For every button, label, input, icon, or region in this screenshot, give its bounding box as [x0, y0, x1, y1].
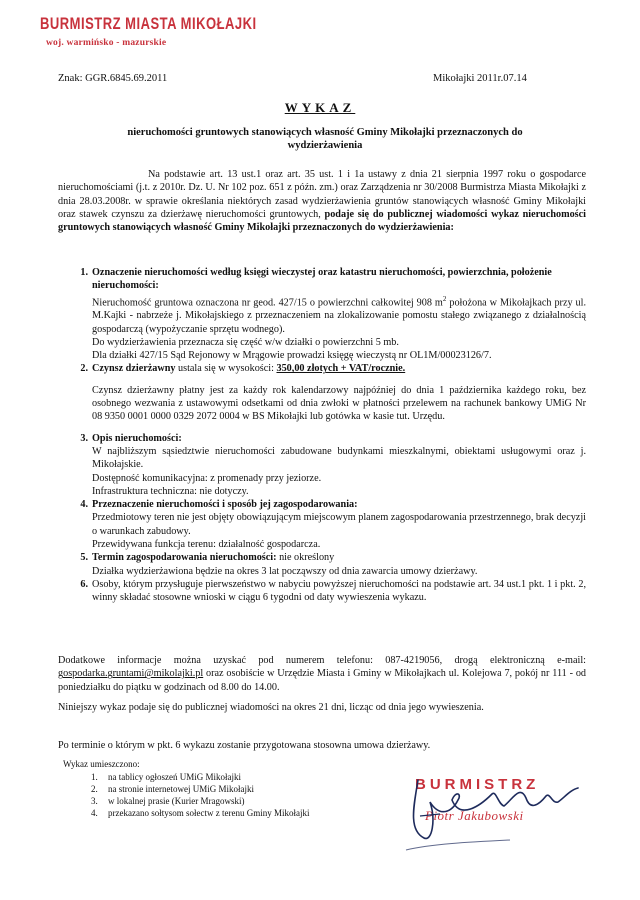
section-heading: Czynsz dzierżawny — [92, 363, 176, 375]
reference-number: Znak: GGR.6845.69.2011 — [58, 73, 168, 84]
handwritten-signature — [400, 760, 600, 880]
mayor-name-stamp: Piotr Jakubowski — [425, 808, 524, 823]
section-heading: Termin zagospodarowania nieruchomości: — [92, 552, 277, 564]
intro-paragraph — [58, 168, 586, 234]
list-number: 1. — [91, 772, 98, 782]
list-text: przekazano sołtysom sołectw z terenu Gminy Mikołajki — [108, 808, 310, 818]
section-body: Działka wydzierżawiona będzie na okres 3 lat począwszy od dnia zawarcia umowy dzierżawy. — [92, 565, 478, 577]
contact-text-2: oraz osobiście w Urzędzie Miasta i Gminy w Mikołajkach ul. Kolejowa 7, pokój nr 111 - od poniedziałku do piątku w godzinach od 8.00 do 14.00. — [58, 668, 587, 693]
section-5 — [58, 551, 586, 578]
list-item — [58, 783, 309, 795]
section-number: 2. — [80, 363, 88, 375]
section-6 — [58, 578, 586, 605]
section-body-2: Przewidywana funkcja terenu: działalność gospodarcza. — [92, 539, 321, 551]
section-number: 4. — [80, 499, 88, 511]
section-body: Przedmiotowy teren nie jest objęty obowiązującym miejscowym planem zagospodarowania przestrzennego, brak decyzji o warunkach zabudowy. — [92, 512, 586, 537]
list-item — [58, 807, 309, 819]
section-heading-line — [92, 362, 586, 375]
place-date: Mikołajki 2011r.07.14 — [433, 73, 527, 84]
document-title: WYKAZ — [284, 100, 356, 115]
section-body-2: Dostępność komunikacyjna: z promenady przy jeziorze. — [92, 472, 322, 484]
section-2 — [58, 362, 586, 431]
intro-bold: podaje się do publicznej wiadomości wykaz nieruchomości gruntowych stanowiących własność Gminy Mikołajki przeznaczonych do wydzierżawienia: — [58, 208, 586, 234]
list-text: w lokalnej prasie (Kurier Mragowski) — [108, 796, 245, 806]
section-body: Czynsz dzierżawny płatny jest za każdy rok kalendarzowy najpóźniej do dnia 1 października każdego roku, bez osobnego wezwania z ustawowymi odsetkami od dnia zwłoki w płatności przelewem na rachunek bankowy UMiG Nr 08 9350 0001 0000 0329 2072 0004 w BS Mikołajki lub gotówka w kasie tut. Urzędu. — [92, 384, 586, 423]
section-heading: Przeznaczenie nieruchomości i sposób jej zagospodarowania: — [92, 499, 358, 511]
superscript: 2 — [442, 294, 447, 303]
contact-paragraph — [58, 654, 586, 694]
sections-list — [58, 266, 586, 605]
section-3 — [58, 432, 586, 498]
contact-text: Dodatkowe informacje można uzyskać pod numerem telefonu: 087-4219056, drogą elektroniczną e-mail: — [58, 655, 586, 666]
mayor-stamp: BURMISTRZ — [415, 776, 540, 793]
section-number: 1. — [80, 267, 88, 278]
list-text: na stronie internetowej UMiG Mikołajki — [108, 784, 254, 794]
placement-list — [58, 771, 309, 819]
document-subtitle: nieruchomości gruntowych stanowiących własność Gminy Mikołajki przeznaczonych do wydzierżawienia — [127, 127, 523, 151]
section-body: W najbliższym sąsiedztwie nieruchomości zabudowane budynkami mieszkalnymi, obiektami usługowymi oraz j. Mikołajskie. — [92, 445, 586, 471]
section-body — [92, 293, 586, 336]
section-body: Osoby, którym przysługuje pierwszeństwo w nabyciu powyższej nieruchomości na podstawie art. 34 ust.1 pkt. 1 i pkt. 2, winny składać stosowne wnioski w ciągu 6 tygodni od daty wywieszenia wykazu. — [92, 578, 586, 604]
section-number: 3. — [80, 432, 88, 444]
section-heading: Oznaczenie nieruchomości według księgi wieczystej oraz katastru nieruchomości, powierzchnia, położenie nieruchomości: — [92, 267, 552, 292]
section-body-3: Dla działki 427/15 Sąd Rejonowy w Mrągowie prowadzi księgę wieczystą nr OL1M/00023126/7. — [92, 350, 492, 362]
section-heading-rest: ustala się w wysokości: — [178, 363, 274, 375]
section-number: 5. — [80, 552, 88, 564]
signature-block — [400, 760, 600, 880]
section-heading-rest: nie określony — [279, 552, 335, 564]
list-item — [58, 771, 309, 783]
list-number: 4. — [91, 808, 98, 818]
email-link[interactable]: gospodarka.gruntami@mikolajki.pl — [58, 668, 204, 680]
section-1 — [58, 266, 586, 362]
publication-note: Niniejszy wykaz podaje się do publicznej wiadomości na okres 21 dni, licząc od dnia jego wywieszenia. — [58, 702, 484, 713]
office-stamp — [40, 14, 257, 48]
section-heading: Opis nieruchomości: — [92, 432, 182, 444]
stamp-line-2: woj. warmińsko - mazurskie — [46, 38, 167, 48]
section-4 — [58, 498, 586, 551]
section-body-3: Infrastruktura techniczna: nie dotyczy. — [92, 485, 249, 497]
stamp-line-1: BURMISTRZ MIASTA MIKOŁAJKI — [40, 14, 257, 33]
section-body-2: Do wydzierżawienia przeznacza się część w/w działki o powierzchni 5 mb. — [92, 336, 399, 348]
rent-amount: 350,00 złotych + VAT/rocznie. — [276, 363, 406, 375]
section-body-cont: położona w Mikołajkach przy ul. M.Kajki - nabrzeże j. Mikołajskiego z przeznaczeniem na zlokalizowanie pomostu stałego związanego z działalnością gospodarczą (wypożyczanie sprzętu wodnego). — [92, 296, 587, 335]
contract-note: Po terminie o którym w pkt. 6 wykazu zostanie przygotowana stosowna umowa dzierżawy. — [58, 740, 431, 751]
placed-label: Wykaz umieszczono: — [63, 759, 140, 769]
list-item — [58, 795, 309, 807]
list-text: na tablicy ogłoszeń UMiG Mikołajki — [108, 772, 241, 782]
list-number: 3. — [91, 796, 98, 806]
section-number: 6. — [80, 578, 88, 590]
section-body-text: Nieruchomość gruntowa oznaczona nr geod. 427/15 o powierzchni całkowitej 908 m — [92, 296, 443, 308]
list-number: 2. — [91, 784, 98, 794]
section-heading-line — [92, 551, 586, 564]
intro-text: Na podstawie art. 13 ust.1 oraz art. 35 ust. 1 i 1a ustawy z dnia 21 sierpnia 1997 roku o gospodarce nieruchomościami (j.t. z 2010r. Dz. U. Nr 102 poz. 651 z późn. zm.) oraz Zarządzenia nr 30/2008 Burmistrza Miasta Mikołajki z dnia 28.03.2008r. w sprawie określania niektórych zasad wydzierżawienia gruntów stanowiących własność Gminy Mikołajki oraz stawek czynszu za dzierżawę nieruchomości gruntowych, — [58, 169, 586, 220]
